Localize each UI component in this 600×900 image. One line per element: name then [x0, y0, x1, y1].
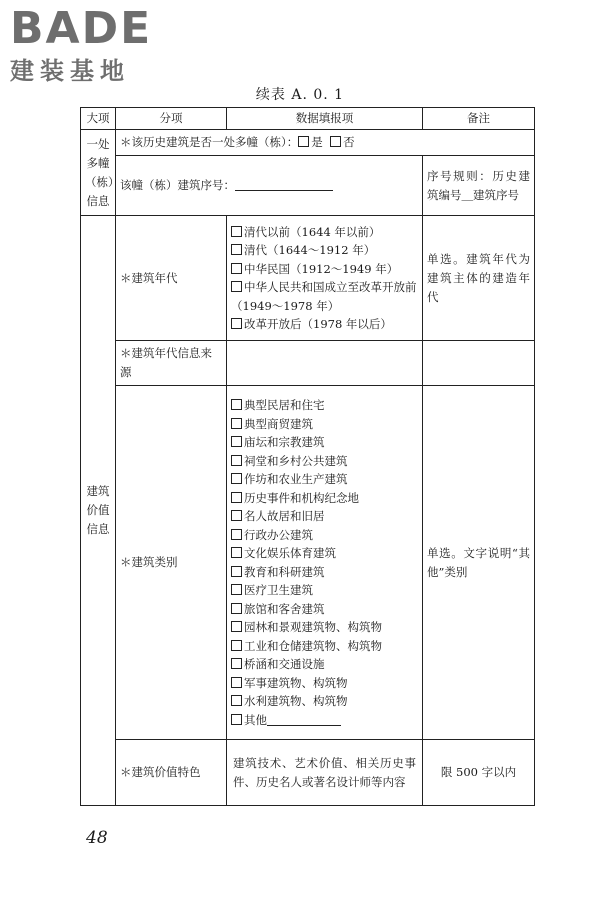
checkbox-icon[interactable] — [231, 714, 242, 725]
checkbox-icon[interactable] — [231, 436, 242, 447]
checkbox-icon[interactable] — [231, 226, 242, 237]
category-option[interactable] — [231, 563, 418, 582]
category-option-label: 桥涵和交通设施 — [244, 657, 325, 671]
logo-brand: BADE — [10, 3, 153, 54]
category-option[interactable] — [231, 581, 418, 600]
category-option[interactable] — [231, 637, 418, 656]
features-remark: 限 500 字以内 — [423, 740, 535, 806]
category-option[interactable] — [231, 507, 418, 526]
era-option-label: 清代以前（1644 年以前） — [244, 224, 381, 239]
category-option-label: 历史事件和机构纪念地 — [244, 490, 359, 505]
checkbox-icon[interactable] — [231, 640, 242, 651]
era-option-label: 清代（1644～1912 年） — [244, 243, 376, 257]
category-option-label: 祠堂和乡村公共建筑 — [244, 453, 348, 468]
category-option[interactable] — [231, 433, 418, 452]
era-source-label: ＊建筑年代信息来源 — [116, 341, 227, 386]
table-row — [81, 216, 535, 341]
checkbox-icon[interactable] — [330, 136, 341, 147]
era-option-label: 中华人民共和国成立至改革开放前（1949～1978 年） — [231, 280, 417, 313]
table-row — [81, 341, 535, 386]
era-option[interactable] — [231, 315, 418, 334]
checkbox-icon[interactable] — [231, 473, 242, 484]
features-label: ＊建筑价值特色 — [116, 740, 227, 806]
checkbox-icon[interactable] — [231, 244, 242, 255]
header-major: 大项 — [81, 108, 116, 130]
era-label: ＊建筑年代 — [116, 216, 227, 341]
checkbox-icon[interactable] — [231, 566, 242, 577]
table-row — [81, 386, 535, 740]
header-remark: 备注 — [423, 108, 535, 130]
building-number-field[interactable] — [235, 178, 333, 191]
checkbox-icon[interactable] — [231, 510, 242, 521]
category-option[interactable] — [231, 655, 418, 674]
category-options — [227, 386, 423, 740]
category-option-other[interactable] — [231, 711, 418, 730]
checkbox-icon[interactable] — [231, 418, 242, 429]
category-option-label: 行政办公建筑 — [244, 527, 313, 542]
checkbox-icon[interactable] — [231, 529, 242, 540]
major-building-value: 建筑价值信息 — [81, 216, 116, 806]
category-option[interactable] — [231, 544, 418, 563]
multi-building-question — [116, 130, 535, 156]
major-multi-building: 一处多幢（栋）信息 — [81, 130, 116, 216]
checkbox-icon[interactable] — [231, 603, 242, 614]
logo — [10, 3, 153, 86]
checkbox-icon[interactable] — [231, 263, 242, 274]
category-label: ＊建筑类别 — [116, 386, 227, 740]
category-option-label: 工业和仓储建筑物、构筑物 — [244, 638, 382, 653]
multi-building-label: ＊该历史建筑是否一处多幢（栋）： — [120, 135, 299, 149]
category-option-label: 典型商贸建筑 — [244, 416, 313, 431]
checkbox-icon[interactable] — [231, 318, 242, 329]
table-title: 续表 A. 0. 1 — [255, 87, 345, 103]
era-option[interactable] — [231, 241, 418, 260]
checkbox-icon[interactable] — [231, 399, 242, 410]
category-option-label: 典型民居和住宅 — [244, 398, 325, 412]
category-option[interactable] — [231, 415, 418, 434]
building-number-cell — [116, 156, 423, 216]
table-row — [81, 740, 535, 806]
checkbox-icon[interactable] — [231, 547, 242, 558]
category-option-label: 旅馆和客舍建筑 — [244, 601, 325, 616]
category-other-field[interactable] — [267, 713, 341, 726]
era-option[interactable] — [231, 260, 418, 279]
category-option-label: 军事建筑物、构筑物 — [244, 675, 348, 690]
checkbox-icon[interactable] — [231, 492, 242, 503]
category-option-label: 名人故居和旧居 — [244, 509, 325, 523]
era-option-label: 中华民国（1912～1949 年） — [244, 261, 399, 276]
era-remark: 单选。建筑年代为建筑主体的建造年代 — [423, 216, 535, 341]
category-option[interactable] — [231, 489, 418, 508]
category-option-label: 庙坛和宗教建筑 — [244, 435, 325, 449]
category-option[interactable] — [231, 470, 418, 489]
checkbox-icon[interactable] — [231, 584, 242, 595]
era-options — [227, 216, 423, 341]
category-option[interactable] — [231, 674, 418, 693]
building-number-label: 该幢（栋）建筑序号： — [120, 178, 235, 192]
checkbox-icon[interactable] — [298, 136, 309, 147]
page-number: 48 — [86, 828, 108, 848]
table-row — [81, 130, 535, 156]
header-row — [81, 108, 535, 130]
header-fill: 数据填报项 — [227, 108, 423, 130]
header-sub: 分项 — [116, 108, 227, 130]
category-other-label: 其他 — [244, 712, 267, 727]
table-row — [81, 156, 535, 216]
checkbox-icon[interactable] — [231, 281, 242, 292]
checkbox-icon[interactable] — [231, 621, 242, 632]
checkbox-icon[interactable] — [231, 455, 242, 466]
checkbox-icon[interactable] — [231, 677, 242, 688]
category-option-label: 教育和科研建筑 — [244, 564, 325, 579]
data-table — [80, 107, 535, 806]
category-option[interactable] — [231, 600, 418, 619]
category-remark: 单选。文字说明“其他”类别 — [423, 386, 535, 740]
category-option[interactable] — [231, 692, 418, 711]
features-content: 建筑技术、艺术价值、相关历史事件、历史名人或著名设计师等内容 — [227, 740, 423, 806]
category-option[interactable] — [231, 396, 418, 415]
category-option-label: 水利建筑物、构筑物 — [244, 694, 348, 708]
category-option-label: 医疗卫生建筑 — [244, 583, 313, 597]
category-option-label: 文化娱乐体育建筑 — [244, 546, 336, 560]
option-yes: 是 — [311, 135, 323, 149]
category-option[interactable] — [231, 526, 418, 545]
category-option-label: 作坊和农业生产建筑 — [244, 472, 348, 486]
building-number-remark: 序号规则：历史建筑编号＿建筑序号 — [423, 156, 535, 216]
category-option[interactable] — [231, 618, 418, 637]
era-option[interactable] — [231, 223, 418, 242]
category-option-label: 园林和景观建筑物、构筑物 — [244, 620, 382, 634]
option-no: 否 — [343, 135, 355, 149]
era-source-field[interactable] — [227, 341, 423, 386]
category-option[interactable] — [231, 452, 418, 471]
era-option-label: 改革开放后（1978 年以后） — [244, 317, 392, 331]
era-source-remark — [423, 341, 535, 386]
checkbox-icon[interactable] — [231, 658, 242, 669]
era-option[interactable] — [231, 278, 418, 315]
logo-subtitle: 建装基地 — [10, 57, 130, 85]
checkbox-icon[interactable] — [231, 695, 242, 706]
